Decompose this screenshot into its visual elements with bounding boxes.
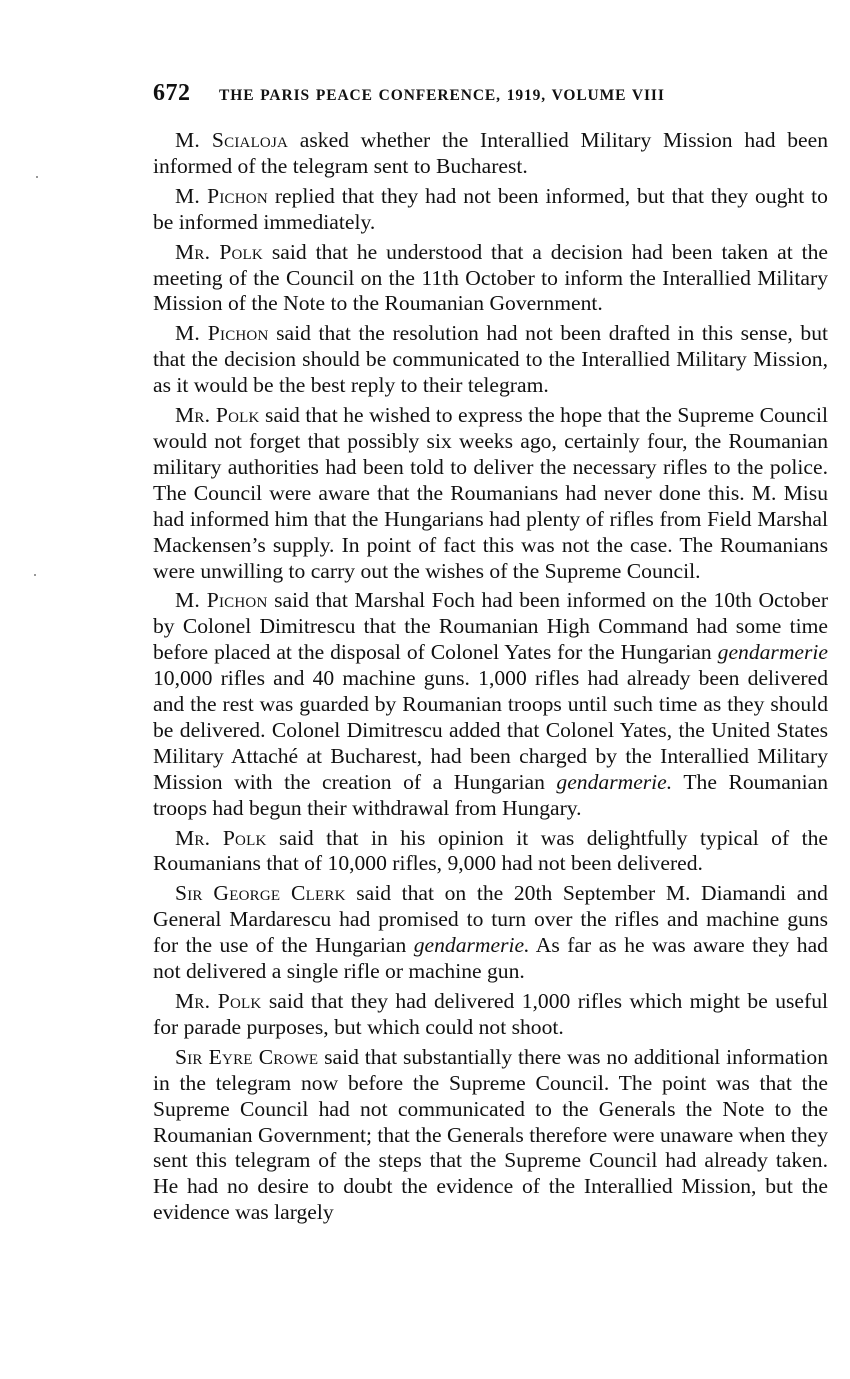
paragraph-text: The Roumanian troops had begun their withdrawal from Hungary. bbox=[153, 769, 828, 820]
margin-speck bbox=[36, 176, 38, 178]
paragraph-text: said that they had delivered 1,000 rifles which might be useful for parade purposes, but which could not shoot. bbox=[153, 989, 828, 1039]
paragraph-polk-3 bbox=[153, 826, 828, 878]
running-head bbox=[153, 80, 828, 116]
paragraph-text: replied that they had not been informed, but that they ought to be informed immediately. bbox=[153, 183, 828, 234]
speaker-name: Mr. Polk bbox=[175, 239, 263, 264]
italic-term: gendarmerie bbox=[717, 640, 828, 665]
speaker-name: M. Pichon bbox=[175, 183, 268, 208]
paragraph-text: As far as he was aware they had not delivered a single rifle or machine gun. bbox=[153, 933, 828, 984]
speaker-name: M. Pichon bbox=[175, 588, 268, 613]
paragraph-text: said that he wished to express the hope that the Supreme Council would not forget that possibly six weeks ago, certainly four, the Roumanian military authorities had been told to deliver the necessary rifles to the police. The Council were aware that the Roumanians had never done this. M. Misu had informed him that the Hungarians had plenty of rifles from Field Marshal Mackensen’s supply. In point of fact this was not the case. The Roumanians were unwilling to carry out the wishes of the Supreme Council. bbox=[153, 403, 828, 583]
paragraph-text: 10,000 rifles and 40 machine guns. 1,000 rifles had already been delivered and the rest was guarded by Roumanian troops until such time as they should be delivered. Colonel Dimitrescu added that Colonel Yates, the United States Military Attaché at Bucharest, had been charged by the Interallied Military Mission with the creation of a Hungarian bbox=[153, 666, 828, 794]
running-title: THE PARIS PEACE CONFERENCE, 1919, VOLUME VIII bbox=[219, 87, 665, 104]
paragraph-polk-4 bbox=[153, 989, 828, 1041]
page-number: 672 bbox=[153, 80, 191, 106]
paragraph-text: said that he understood that a decision had been taken at the meeting of the Council on the 11th October to inform the Interallied Military Mission of the Note to the Roumanian Government. bbox=[153, 239, 828, 316]
paragraph-crowe bbox=[153, 1045, 828, 1226]
speaker-name: Sir George Clerk bbox=[175, 881, 346, 906]
speaker-name: M. Pichon bbox=[175, 321, 269, 346]
speaker-name: Sir Eyre Crowe bbox=[175, 1044, 319, 1069]
paragraph-clerk bbox=[153, 881, 828, 985]
speaker-name: Mr. Polk bbox=[175, 825, 267, 850]
document-page bbox=[153, 80, 828, 1230]
paragraph-pichon-1 bbox=[153, 184, 828, 236]
speaker-name: Mr. Polk bbox=[175, 403, 260, 428]
paragraph-pichon-2 bbox=[153, 321, 828, 399]
paragraph-text: said that substantially there was no additional information in the telegram now before the Supreme Council. The point was that the Supreme Council had not communicated to the Generals the Note to the Roumanian Government; that the Generals therefore were unaware when they sent this telegram of the steps that the Supreme Council had already taken. He had no desire to doubt the evidence of the Interallied Mission, but the evidence was largely bbox=[153, 1044, 829, 1225]
speaker-name: M. Scialoja bbox=[175, 128, 289, 152]
paragraph-scialoja bbox=[153, 128, 828, 180]
paragraph-text: asked whether the Interallied Military Mission had been informed of the telegram sent to Bucharest. bbox=[153, 128, 828, 178]
paragraph-text: said that the resolution had not been drafted in this sense, but that the decision should be communicated to the Interallied Military Mission, as it would be the best reply to their telegram. bbox=[153, 321, 829, 398]
paragraph-text: said that on the 20th September M. Diamandi and General Mardarescu had promised to turn over the rifles and machine guns for the use of the Hungarian bbox=[153, 881, 828, 958]
paragraph-polk-2 bbox=[153, 403, 828, 584]
italic-term: gendarmerie. bbox=[413, 933, 530, 958]
paragraph-pichon-3 bbox=[153, 588, 828, 821]
paragraph-text: said that Marshal Foch had been informed on the 10th October by Colonel Dimitrescu that the Roumanian High Command had some time before placed at the disposal of Colonel Yates for the Hungarian bbox=[153, 588, 829, 665]
paragraph-polk-1 bbox=[153, 240, 828, 318]
speaker-name: Mr. Polk bbox=[175, 989, 262, 1013]
paragraph-text: said that in his opinion it was delightfully typical of the Roumanians that of 10,000 rifles, 9,000 had not been delivered. bbox=[153, 825, 828, 876]
italic-term: gendarmerie. bbox=[556, 769, 673, 794]
margin-speck bbox=[34, 574, 36, 576]
